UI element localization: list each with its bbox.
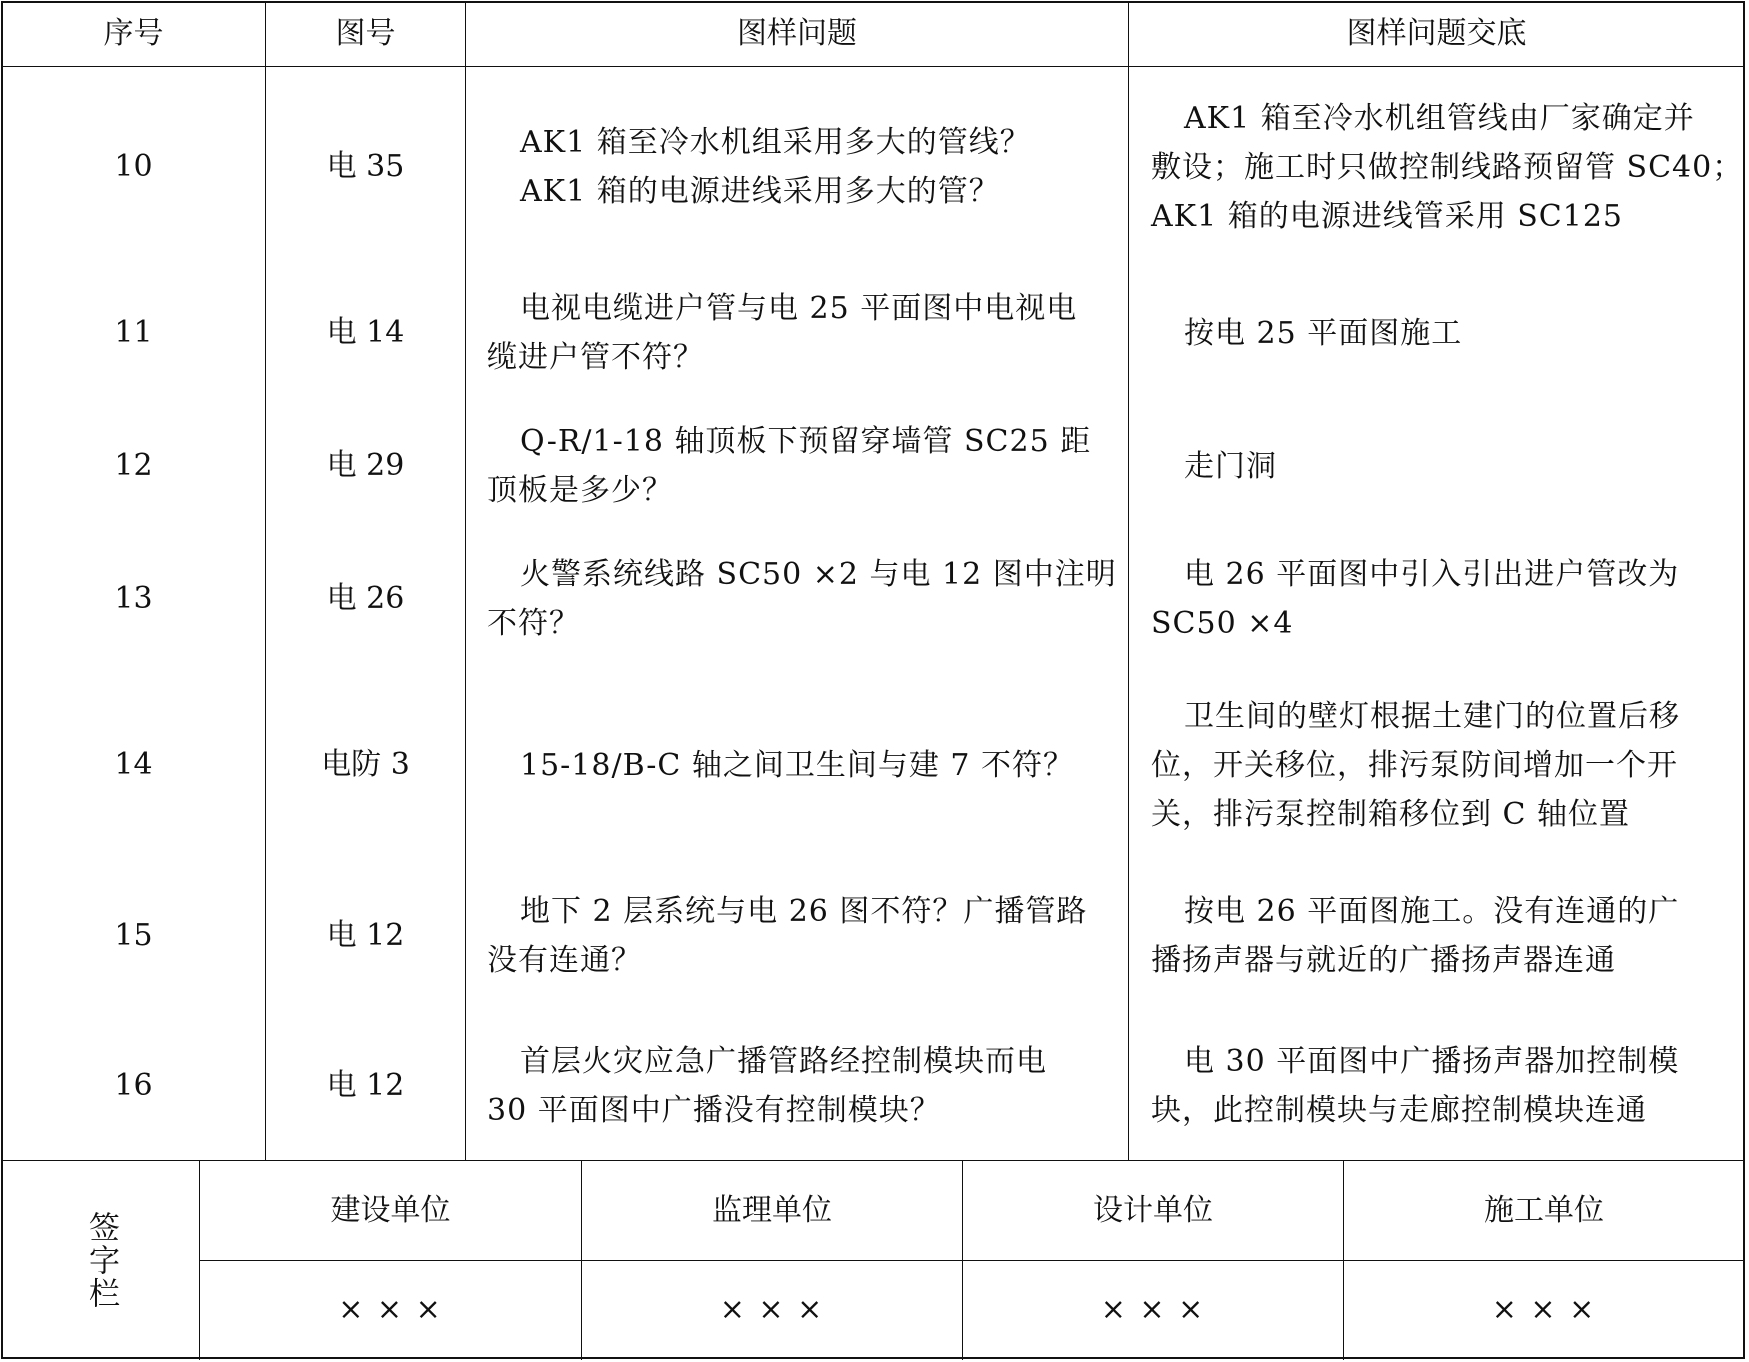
signature-label: 签字栏	[83, 1210, 119, 1310]
answer-line: 按电 26 平面图施工。没有连通的广	[1184, 894, 1680, 929]
header-seq: 序号	[103, 16, 164, 51]
party-name: 施工单位	[1484, 1192, 1604, 1228]
problem-line: 地下 2 层系统与电 26 图不符？广播管路	[520, 894, 1088, 929]
party-signature: × × ×	[1491, 1292, 1597, 1327]
answer-line: 位，开关移位，排污泵防间增加一个开	[1151, 747, 1678, 783]
problem-line: 缆进户管不符？	[487, 340, 704, 375]
problem-line: 15-18/B-C 轴之间卫生间与建 7 不符？	[520, 747, 1074, 783]
row-drawing-no: 电防 3	[321, 747, 410, 782]
problem-line: 电视电缆进户管与电 25 平面图中电视电	[520, 291, 1078, 326]
row-answer	[1151, 549, 1741, 649]
answer-line: 块，此控制模块与走廊控制模块连通	[1151, 1093, 1647, 1128]
row-drawing-no: 电 26	[326, 581, 405, 616]
row-answer	[1151, 92, 1744, 242]
problem-line: 首层火灾应急广播管路经控制模块而电	[520, 1044, 1047, 1079]
row-seq: 11	[114, 315, 153, 350]
answer-line: SC50 ×4	[1151, 606, 1294, 641]
party-signature: × × ×	[338, 1292, 443, 1327]
row-problem	[487, 283, 1122, 383]
row-drawing-no: 电 14	[326, 315, 405, 350]
party-signature: × × ×	[1100, 1292, 1206, 1327]
problem-line: 顶板是多少？	[487, 473, 673, 508]
row-answer	[1184, 283, 1734, 383]
row-seq: 12	[114, 448, 153, 483]
party-name: 建设单位	[330, 1192, 451, 1228]
row-problem	[520, 92, 1120, 242]
row-drawing-no: 电 29	[326, 448, 405, 483]
header-problem: 图样问题	[737, 16, 857, 51]
row-seq: 10	[114, 149, 153, 184]
header-answer: 图样问题交底	[1346, 16, 1527, 51]
party-name: 监理单位	[712, 1192, 832, 1228]
row-seq: 15	[114, 918, 153, 953]
answer-line: 走门洞	[1184, 448, 1277, 484]
row-seq: 14	[114, 747, 153, 782]
row-answer	[1151, 1036, 1741, 1136]
answer-line: 按电 25 平面图施工	[1184, 315, 1463, 351]
signature-label-cell	[2, 1161, 199, 1359]
row-seq: 16	[114, 1068, 153, 1103]
row-drawing-no: 电 35	[326, 149, 405, 184]
row-problem	[487, 549, 1122, 649]
problem-line: Q-R/1-18 轴顶板下预留穿墙管 SC25 距	[520, 424, 1092, 459]
header-bottom-rule	[2, 66, 1744, 67]
answer-line: 电 30 平面图中广播扬声器加控制模	[1184, 1044, 1680, 1079]
row-problem	[520, 690, 1120, 840]
problem-line: 没有连通？	[487, 943, 642, 978]
problem-line: AK1 箱的电源进线采用多大的管？	[520, 174, 1000, 209]
row-problem	[487, 1036, 1122, 1136]
problem-line: 不符？	[487, 606, 580, 641]
answer-line: 电 26 平面图中引入引出进户管改为	[1184, 557, 1680, 592]
row-answer	[1151, 886, 1741, 986]
answer-line: 播扬声器与就近的广播扬声器连通	[1151, 943, 1616, 978]
row-answer	[1184, 416, 1734, 516]
answer-line: 卫生间的壁灯根据土建门的位置后移	[1184, 698, 1680, 734]
row-seq: 13	[114, 581, 153, 616]
answer-line: AK1 箱的电源进线管采用 SC125	[1151, 198, 1624, 234]
header-drawing-no: 图号	[335, 16, 396, 51]
problem-line: 火警系统线路 SC50 ×2 与电 12 图中注明	[520, 557, 1117, 592]
answer-line: 关，排污泵控制箱移位到 C 轴位置	[1151, 796, 1631, 832]
party-name: 设计单位	[1093, 1192, 1213, 1228]
row-problem	[487, 886, 1122, 986]
col-rule-2	[465, 2, 466, 1160]
row-drawing-no: 电 12	[326, 1068, 405, 1103]
row-drawing-no: 电 12	[326, 918, 405, 953]
answer-line: AK1 箱至冷水机组管线由厂家确定并	[1184, 100, 1695, 136]
problem-line: 30 平面图中广播没有控制模块？	[487, 1093, 941, 1128]
answer-line: 敷设；施工时只做控制线路预留管 SC40；	[1151, 149, 1744, 185]
col-rule-3	[1128, 2, 1129, 1160]
problem-line: AK1 箱至冷水机组采用多大的管线？	[520, 125, 1031, 160]
party-signature: × × ×	[719, 1292, 825, 1327]
row-problem	[487, 416, 1122, 516]
row-answer	[1151, 690, 1741, 840]
